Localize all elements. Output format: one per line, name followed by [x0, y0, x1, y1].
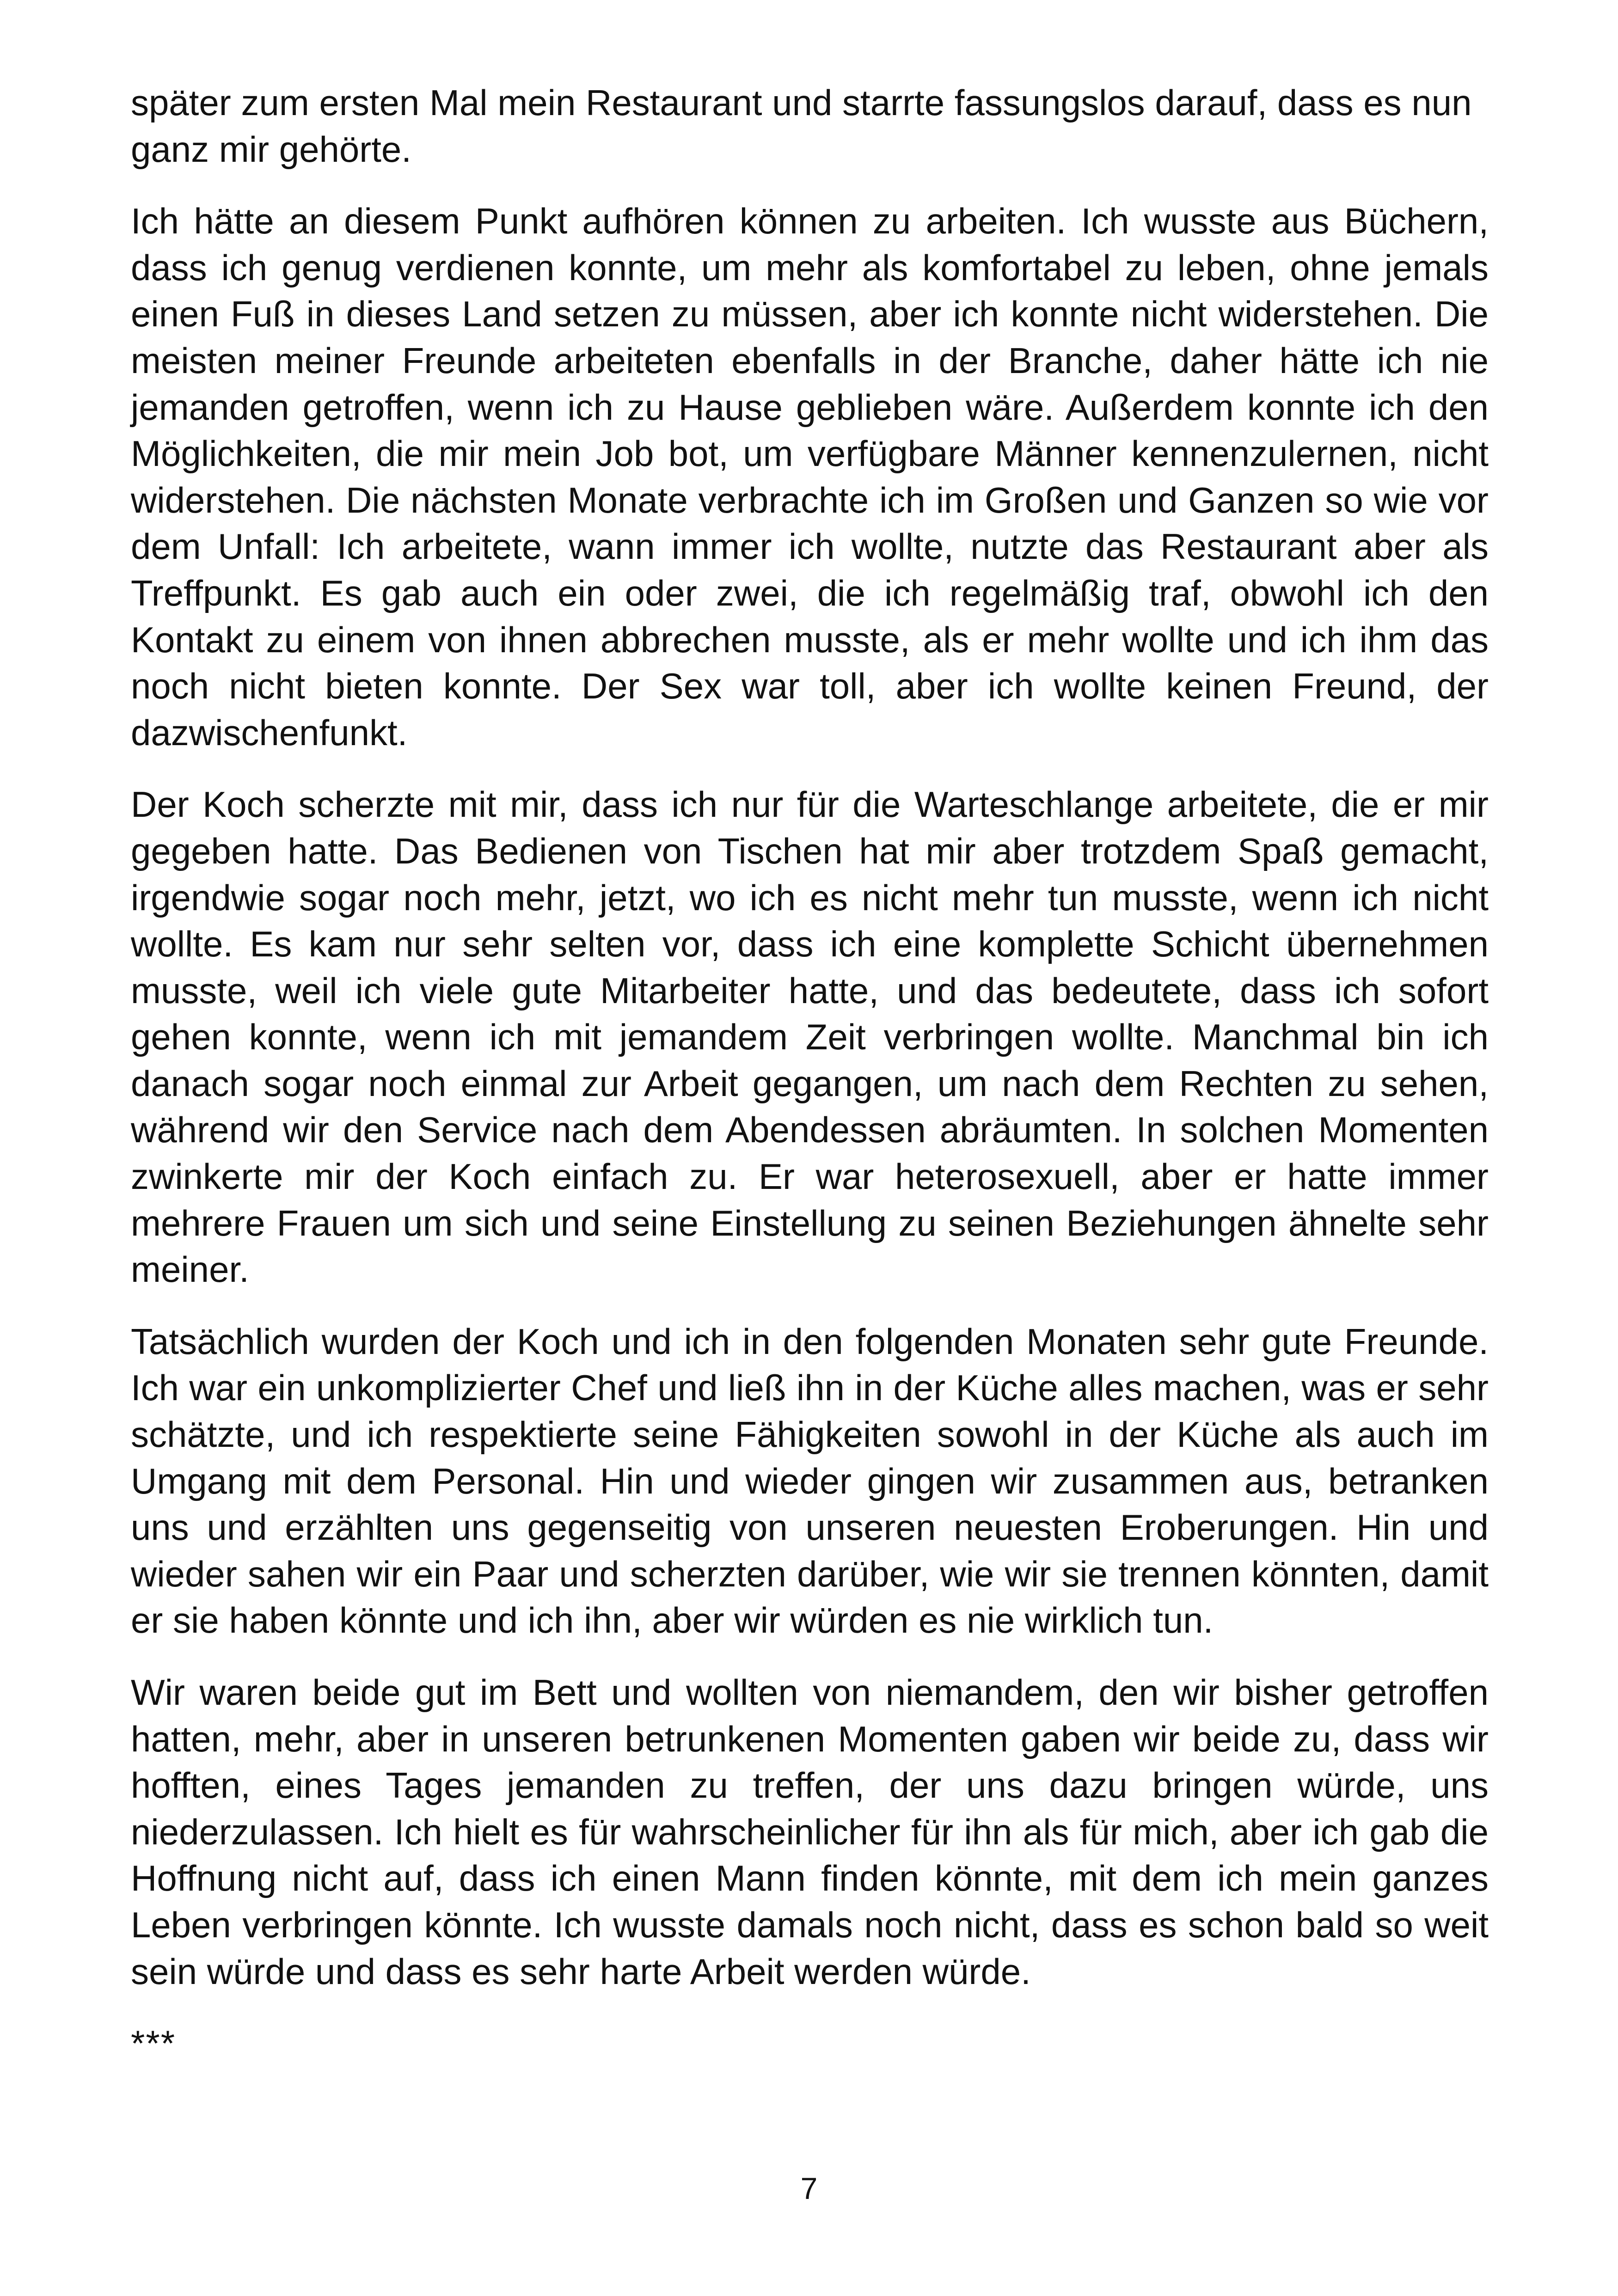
- paragraph-5: Wir waren beide gut im Bett und wollten von niemandem, den wir bisher getroffen hatten, mehr, aber in unseren betrunkenen Momenten gaben wir beide zu, dass wir hofften, eines Tages jemanden zu treffen, der uns dazu bringen würde, uns niederzulassen. Ich hielt es für wahrscheinlicher für ihn als für mich, aber ich gab die Hoffnung nicht auf, dass ich einen Mann finden könnte, mit dem ich mein ganzes Leben verbringen könnte. Ich wusste damals noch nicht, dass es schon bald so weit sein würde und dass es sehr harte Arbeit werden würde.: [131, 1672, 1489, 1992]
- section-separator: ***: [131, 2023, 176, 2064]
- paragraph-2: Ich hätte an diesem Punkt aufhören können zu arbeiten. Ich wusste aus Büchern, dass ich genug verdienen konnte, um mehr als komfortabel zu leben, ohne jemals einen Fuß in dieses Land setzen zu müssen, aber ich konnte nicht widerstehen. Die meisten meiner Freunde arbeiteten ebenfalls in der Branche, daher hätte ich nie jemanden getroffen, wenn ich zu Hause geblieben wäre. Außerdem konnte ich den Möglichkeiten, die mir mein Job bot, um verfügbare Männer kennenzulernen, nicht widerstehen. Die nächsten Monate verbrachte ich im Großen und Ganzen so wie vor dem Unfall: Ich arbeitete, wann immer ich wollte, nutzte das Restaurant aber als Treffpunkt. Es gab auch ein oder zwei, die ich regelmäßig traf, obwohl ich den Kontakt zu einem von ihnen abbrechen musste, als er mehr wollte und ich ihm das noch nicht bieten konnte. Der Sex war toll, aber ich wollte keinen Freund, der dazwischenfunkt.: [131, 201, 1489, 753]
- page-number: 7: [800, 2171, 818, 2205]
- body-text: [131, 80, 1489, 2067]
- paragraph-4: Tatsächlich wurden der Koch und ich in den folgenden Monaten sehr gute Freunde. Ich war ein unkomplizierter Chef und ließ ihn in der Küche alles machen, was er sehr schätzte, und ich respektierte seine Fähigkeiten sowohl in der Küche als auch im Umgang mit dem Personal. Hin und wieder gingen wir zusammen aus, betranken uns und erzählten uns gegenseitig von unseren neuesten Eroberungen. Hin und wieder sahen wir ein Paar und scherzten darüber, wie wir sie trennen könnten, damit er sie haben könnte und ich ihn, aber wir würden es nie wirklich tun.: [131, 1321, 1489, 1641]
- paragraph-1: später zum ersten Mal mein Restaurant und starrte fassungslos darauf, dass es nun ganz mir gehörte.: [131, 82, 1472, 170]
- paragraph-3: Der Koch scherzte mit mir, dass ich nur für die Warteschlange arbeitete, die er mir gegeben hatte. Das Bedienen von Tischen hat mir aber trotzdem Spaß gemacht, irgendwie sogar noch mehr, jetzt, wo ich es nicht mehr tun musste, wenn ich nicht wollte. Es kam nur sehr selten vor, dass ich eine komplette Schicht übernehmen musste, weil ich viele gute Mitarbeiter hatte, und das bedeutete, dass ich sofort gehen konnte, wenn ich mit jemandem Zeit verbringen wollte. Manchmal bin ich danach sogar noch einmal zur Arbeit gegangen, um nach dem Rechten zu sehen, während wir den Service nach dem Abendessen abräumten. In solchen Momenten zwinkerte mir der Koch einfach zu. Er war heterosexuell, aber er hatte immer mehrere Frauen um sich und seine Einstellung zu seinen Beziehungen ähnelte sehr meiner.: [131, 784, 1489, 1290]
